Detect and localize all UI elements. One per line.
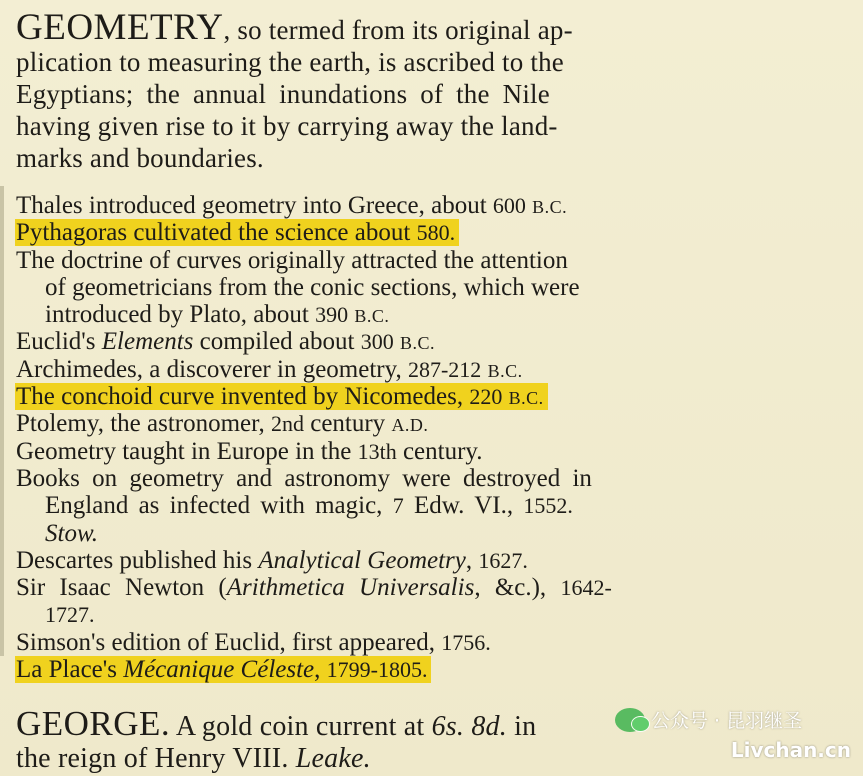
geometry-intro bbox=[16, 7, 573, 174]
entry-books-source: Stow. bbox=[45, 519, 99, 547]
entry-curves-line-1: The doctrine of curves originally attracted the attention bbox=[16, 246, 568, 274]
entry-curves-line-3: introduced by Plato, about 390 B.C. bbox=[45, 301, 390, 329]
intro-line-4: having given rise to it by carrying away the land- bbox=[16, 111, 558, 141]
intro-line-3: Egyptians; the annual inundations of the Nile bbox=[16, 79, 550, 109]
entry-euclid: Euclid's Elements compiled about 300 B.C. bbox=[16, 328, 435, 356]
highlight-laplace: La Place's Mécanique Céleste, 1799-1805. bbox=[15, 656, 431, 683]
entry-books-line-2: England as infected with magic, 7 Edw. VI., 1552. bbox=[45, 492, 573, 520]
george-line-1: GEORGE. A gold coin current at 6s. 8d. in bbox=[16, 704, 537, 743]
watermark-account: 公众号 · 昆羽继圣 bbox=[651, 710, 803, 732]
geometry-headword: GEOMETRY bbox=[16, 7, 224, 48]
geometry-chronology bbox=[16, 192, 612, 683]
highlight-conchoid: The conchoid curve invented by Nicomedes, 220 B.C. bbox=[15, 383, 548, 410]
entry-curves-line-2: of geometricians from the conic sections, which were bbox=[45, 273, 580, 301]
entry-laplace bbox=[16, 656, 612, 683]
watermark bbox=[615, 704, 853, 762]
entry-conchoid bbox=[16, 383, 612, 410]
wechat-icon bbox=[615, 708, 645, 732]
george-headword: GEORGE. bbox=[16, 704, 171, 743]
intro-line-2: plication to measuring the earth, is ascribed to the bbox=[16, 47, 564, 77]
entry-pythagoras bbox=[16, 219, 612, 246]
entry-simson: Simson's edition of Euclid, first appeared, 1756. bbox=[16, 628, 491, 656]
entry-books-line-1: Books on geometry and astronomy were destroyed in bbox=[16, 464, 592, 492]
entry-europe: Geometry taught in Europe in the 13th century. bbox=[16, 437, 483, 465]
watermark-site: Livchan.cn bbox=[730, 738, 851, 762]
entry-ptolemy: Ptolemy, the astronomer, 2nd century A.D. bbox=[16, 410, 429, 438]
entry-newton: Sir Isaac Newton (Arithmetica Universalis, &c.), 1642- bbox=[16, 574, 612, 602]
highlight-pythagoras: Pythagoras cultivated the science about 580. bbox=[15, 219, 459, 246]
george-line-2: the reign of Henry VIII. Leake. bbox=[16, 743, 371, 774]
entry-archimedes: Archimedes, a discoverer in geometry, 287-212 B.C. bbox=[16, 355, 523, 383]
george-entry bbox=[16, 704, 537, 775]
entry-newton-line-2: 1727. bbox=[45, 602, 95, 628]
entry-descartes: Descartes published his Analytical Geometry, 1627. bbox=[16, 546, 528, 574]
intro-line-1: GEOMETRY, so termed from its original ap- bbox=[16, 7, 573, 48]
entry-thales: Thales introduced geometry into Greece, about 600 B.C. bbox=[16, 192, 568, 219]
page-edge-shadow bbox=[0, 186, 4, 656]
intro-line-5: marks and boundaries. bbox=[16, 143, 264, 173]
